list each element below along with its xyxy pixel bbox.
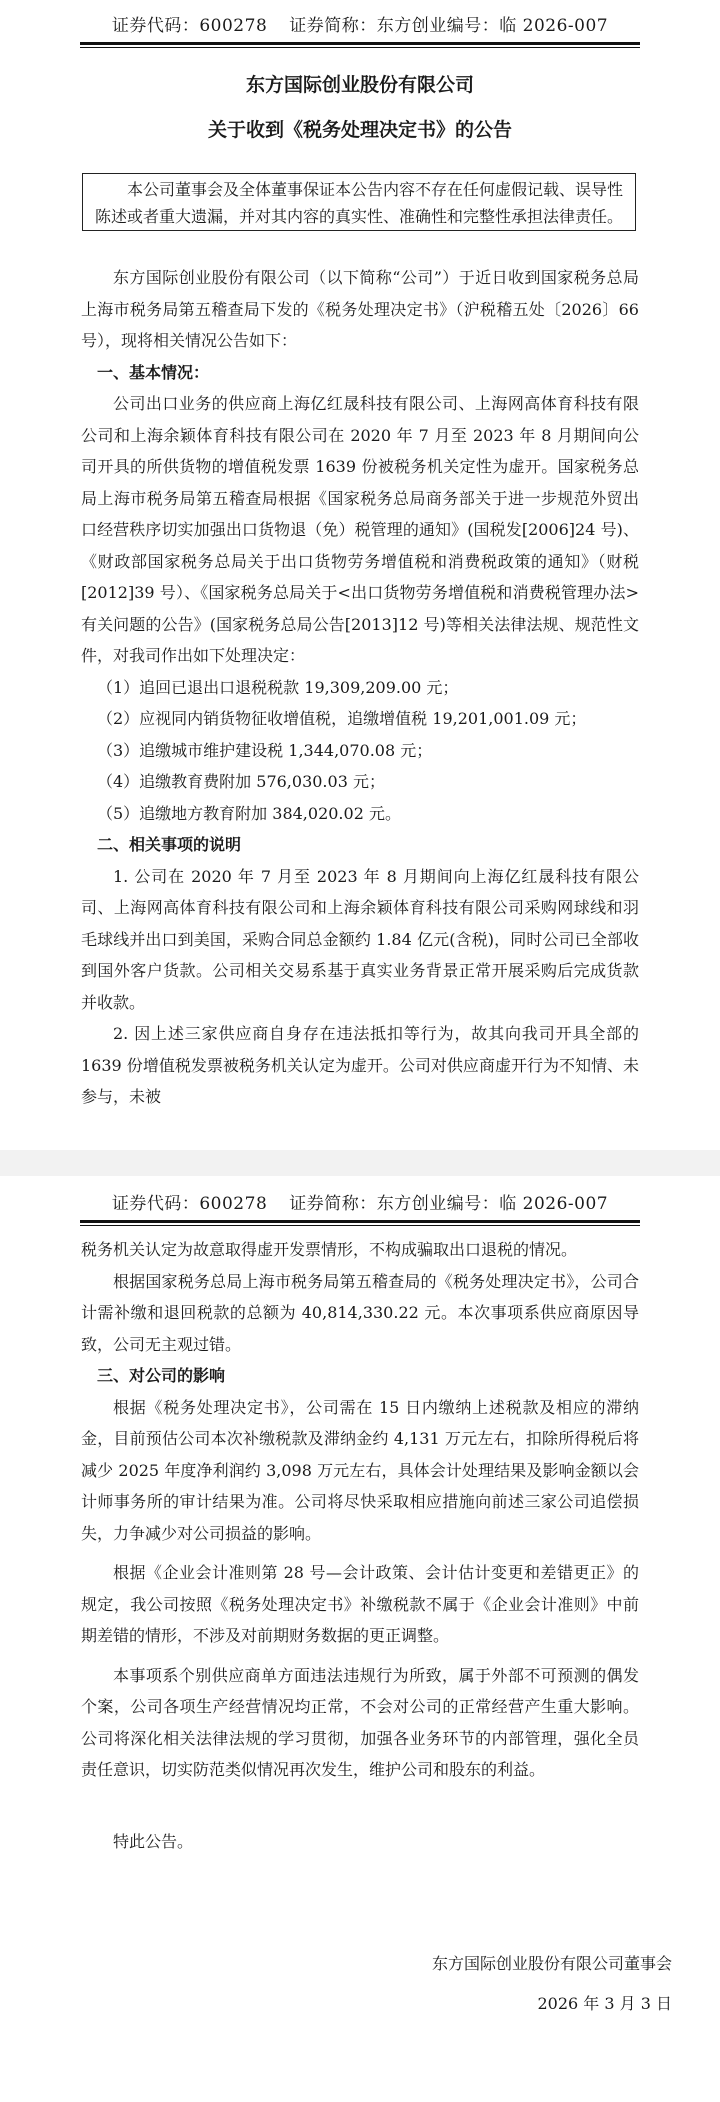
company-name: 东方国际创业股份有限公司: [245, 74, 474, 96]
list-item: （4）追缴教育费附加 576,030.03 元；: [97, 772, 385, 791]
section-1-heading: 一、基本情况：: [97, 362, 210, 382]
header-divider-thin: [80, 47, 640, 48]
header-divider: [80, 42, 640, 45]
header-divider-thin: [80, 1225, 640, 1226]
announcement-title: 关于收到《税务处理决定书》的公告: [207, 119, 512, 141]
section-2-paragraph-2: 2. 因上述三家供应商自身存在违法抵扣等行为，故其向我司开具全部的 1639 份增值税发票被税务机关认定为虚开。公司对供应商虚开行为不知情、未参与，未被: [81, 1024, 639, 1106]
stock-name-and-number: 证券简称：东方创业编号：临 2026-007: [289, 1193, 609, 1214]
page-gap: [0, 1150, 720, 1176]
disclaimer-box: 本公司董事会及全体董事保证本公告内容不存在任何虚假记载、误导性陈述或者重大遗漏，并对其内容的真实性、准确性和完整性承担法律责任。: [82, 173, 636, 231]
section-2-heading: 二、相关事项的说明: [97, 835, 242, 854]
list-item: （3）追缴城市维护建设税 1,344,070.08 元；: [97, 740, 433, 760]
list-item: （2）应视同内销货物征收增值税，追缴增值税 19,201,001.09 元；: [97, 709, 587, 728]
section-1-paragraph: 公司出口业务的供应商上海亿红晟科技有限公司、上海网高体育科技有限公司和上海余颖体育科技有限公司在 2020 年 7 月至 2023 年 8 月期间向公司开具的所供货物的增值税发票 1639 份被税务机关定性为虚开。国家税务总局上海市税务局第五稽查局根据《国家税务总局商务部关于进一步规范外贸出口经营秩序切实加强出口货物退（免）税管理的通知》(国税发[2006]24 号)、《财政部国家税务总局关于出口货物劳务增值税和消费税政策的通知》（财税[2012]39 号）、《国家税务总局关于<出口货物劳务增值税和消费税管理办法>有关问题的公告》(国家税务总局公告[2013]12 号)等相关法律法规、规范性文件，对我司作出如下处理决定：: [81, 394, 639, 665]
section-2-paragraph-1: 1. 公司在 2020 年 7 月至 2023 年 8 月期间向上海亿红晟科技有限公司、上海网高体育科技有限公司和上海余颖体育科技有限公司采购网球线和羽毛球线并出口到美国，采购合同总金额约 1.84 亿元(含税)，同时公司已全部收到国外客户货款。公司相关交易系基于真实业务背景正常开展采购后完成货款并收款。: [81, 866, 639, 1012]
section-3-heading: 三、对公司的影响: [97, 1366, 226, 1385]
announcement-date: 2026 年 3 月 3 日: [537, 1994, 672, 2013]
page-1-body: [81, 262, 639, 1113]
section-3-paragraph-3: 本事项系个别供应商单方面违法违规行为所致，属于外部不可预测的偶发个案，公司各项生产经营情况均正常，不会对公司的正常经营产生重大影响。公司将深化相关法律法规的学习贯彻，加强各业务环节的内部管理，强化全员责任意识，切实防范类似情况再次发生，维护公司和股东的利益。: [81, 1665, 639, 1779]
page-header: [0, 1182, 720, 1220]
section-2-paragraph-3: 根据国家税务总局上海市税务局第五稽查局的《税务处理决定书》，公司合计需补缴和退回税款的总额为 40,814,330.22 元。本次事项系供应商原因导致，公司无主观过错。: [81, 1271, 639, 1354]
stock-name-and-number: 证券简称：东方创业编号：临 2026-007: [289, 15, 609, 36]
stock-code: 证券代码：600278: [111, 15, 268, 36]
section-3-paragraph-1: 根据《税务处理决定书》，公司需在 15 日内缴纳上述税款及相应的滞纳金，目前预估公司本次补缴税款及滞纳金约 4,131 万元左右，扣除所得税后将减少 2025 年度净利润约 3,098 万元左右，具体会计处理结果及影响金额以会计师事务所的审计结果为准。公司将尽快采取相应措施向前述三家公司追偿损失，力争减少对公司损益的影响。: [81, 1397, 639, 1543]
page-header: [0, 4, 720, 42]
signature: 东方国际创业股份有限公司董事会: [431, 1954, 672, 1973]
page-2: [0, 1176, 720, 2102]
closing-text: 特此公告。: [113, 1831, 194, 1851]
page-2-body: [81, 1234, 639, 1857]
intro-paragraph: 东方国际创业股份有限公司（以下简称“公司”）于近日收到国家税务总局上海市税务局第五稽查局下发的《税务处理决定书》（沪税稽五处〔2026〕66 号），现将相关情况公告如下：: [81, 268, 639, 350]
list-item: （5）追缴地方教育附加 384,020.02 元。: [97, 803, 401, 823]
stock-code: 证券代码：600278: [111, 1193, 268, 1214]
section-2-paragraph-2-continued: 税务机关认定为故意取得虚开发票情形，不构成骗取出口退税的情况。: [81, 1240, 578, 1259]
list-item: （1）追回已退出口退税税款 19,309,209.00 元；: [97, 677, 459, 697]
header-divider: [80, 1220, 640, 1223]
section-3-paragraph-2: 根据《企业会计准则第 28 号—会计政策、会计估计变更和差错更正》的规定，我公司按照《税务处理决定书》补缴税款不属于《企业会计准则》中前期差错的情形，不涉及对前期财务数据的更正调整。: [81, 1563, 639, 1645]
